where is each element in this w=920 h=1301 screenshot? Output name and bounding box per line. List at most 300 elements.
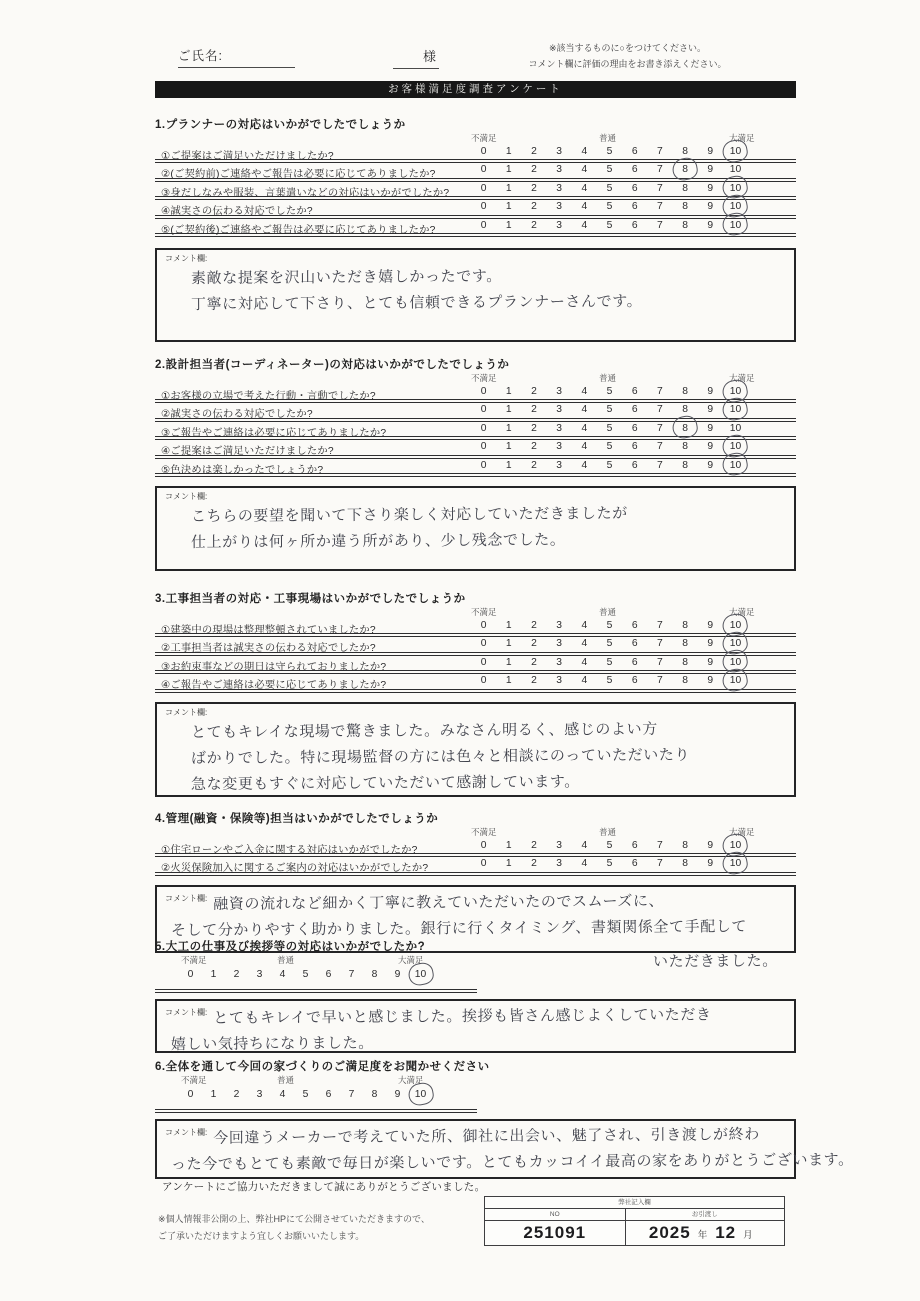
scale-number: 7 bbox=[657, 675, 663, 687]
scale-number: 8 bbox=[682, 201, 688, 213]
scale-number: 4 bbox=[581, 422, 588, 434]
scale-number: 4 bbox=[581, 182, 588, 194]
scale-number: 9 bbox=[707, 840, 714, 851]
scale-number: 0 bbox=[187, 969, 194, 980]
scale-number: 9 bbox=[707, 441, 714, 453]
handwritten-comment-line: 今回違うメーカーで考えていた所、御社に出会い、魅了され、引き渡しが終わ bbox=[213, 1126, 760, 1147]
scale-number: 8 bbox=[682, 182, 688, 194]
scale-number: 1 bbox=[505, 201, 512, 213]
scale-number-circled: 10 bbox=[723, 146, 748, 157]
scale-number: 6 bbox=[631, 164, 638, 176]
question-label: ②工事担当者は誠実さの伝わる対応でしたか? bbox=[161, 643, 376, 655]
scale-number-circled: 10 bbox=[723, 441, 748, 452]
scale-labels bbox=[155, 954, 796, 967]
scale-number: 4 bbox=[581, 146, 588, 157]
scale-number: 3 bbox=[256, 1089, 263, 1100]
rating-row bbox=[155, 145, 796, 163]
rating-row bbox=[155, 839, 796, 857]
scale-number: 5 bbox=[606, 840, 613, 851]
scale-numbers bbox=[471, 657, 748, 668]
scale-number: 6 bbox=[631, 620, 638, 631]
scale-label-mid: 普通 bbox=[599, 607, 617, 617]
rating-row bbox=[155, 969, 796, 986]
scale-number: 4 bbox=[279, 1089, 286, 1100]
scale-number-circled: 10 bbox=[723, 620, 748, 631]
section-title: 2.設計担当者(コーディネーター)の対応はいかがでしたでしょうか bbox=[155, 359, 510, 371]
comment-label: コメント欄: bbox=[165, 1008, 208, 1017]
handwritten-comment-line: 丁寧に対応して下さり、とても信頼できるプランナーさんです。 bbox=[190, 293, 643, 314]
survey-section-1 bbox=[155, 116, 796, 342]
scale-number: 8 bbox=[682, 459, 688, 471]
question-label: ①お客様の立場で考えた行動・言動でしたか? bbox=[161, 391, 376, 402]
instruction-line: コメント欄に評価の理由をお書き添えください。 bbox=[528, 58, 727, 69]
survey-section-5 bbox=[155, 938, 796, 1053]
scale-labels bbox=[155, 132, 796, 145]
scale-number: 7 bbox=[657, 422, 663, 434]
scale-underline bbox=[155, 989, 477, 993]
section-title: 6.全体を通して今回の家づくりのご満足度をお聞かせください bbox=[155, 1061, 490, 1073]
question-label: ②(ご契約前)ご連絡やご報告は必要に応じてありましたか? bbox=[161, 169, 436, 181]
rating-row bbox=[155, 219, 796, 237]
scale-number: 0 bbox=[480, 638, 487, 650]
scale-number: 1 bbox=[505, 675, 512, 687]
scale-number: 0 bbox=[480, 146, 487, 157]
scale-number: 7 bbox=[348, 969, 355, 980]
thanks-note: アンケートにご協力いただきまして誠にありがとうございました。 bbox=[162, 1181, 486, 1193]
scale-numbers bbox=[471, 423, 748, 434]
scale-number: 2 bbox=[531, 675, 537, 687]
scale-number-circled: 10 bbox=[723, 675, 748, 686]
handwritten-comment-line: った今でもとても素敵で毎日が楽しいです。とてもカッコイイ最高の家をありがとうございます。 bbox=[170, 1151, 854, 1174]
scale-number: 9 bbox=[707, 656, 714, 668]
scale-number: 0 bbox=[480, 840, 487, 851]
question-label: ④ご提案はご満足いただけましたか? bbox=[161, 446, 334, 458]
scale-number: 4 bbox=[581, 404, 588, 416]
scale-number-circled: 10 bbox=[723, 840, 748, 851]
rating-row bbox=[155, 459, 796, 477]
scale-number-circled: 10 bbox=[723, 201, 748, 212]
scale-number: 9 bbox=[707, 638, 714, 650]
rating-row bbox=[155, 440, 796, 458]
scale-number: 10 bbox=[729, 422, 742, 434]
scale-number: 2 bbox=[531, 840, 537, 851]
scale-label-mid: 普通 bbox=[599, 373, 617, 383]
scale-number: 6 bbox=[631, 441, 638, 453]
scale-number: 3 bbox=[556, 422, 563, 434]
scale-number: 5 bbox=[606, 656, 613, 668]
scale-number: 8 bbox=[371, 969, 378, 980]
scale-number: 0 bbox=[480, 404, 487, 416]
scale-numbers bbox=[471, 404, 748, 415]
rating-row bbox=[155, 200, 796, 218]
section-title: 1.プランナーの対応はいかがでしたでしょうか bbox=[155, 119, 406, 131]
scale-number: 4 bbox=[581, 638, 588, 650]
scale-number-circled: 10 bbox=[723, 657, 748, 668]
scale-number: 2 bbox=[531, 656, 537, 668]
scale-labels bbox=[155, 1074, 796, 1087]
scale-number: 3 bbox=[556, 201, 563, 213]
scale-number: 3 bbox=[556, 459, 563, 471]
scale-number: 7 bbox=[657, 201, 663, 213]
handwritten-comment-line: こちらの要望を聞いて下さり楽しく対応していただきましたが bbox=[190, 504, 628, 526]
scale-number: 5 bbox=[606, 182, 613, 194]
scale-label-high: 大満足 bbox=[729, 373, 755, 383]
scale-number: 10 bbox=[729, 164, 742, 176]
comment-label: コメント欄: bbox=[165, 1128, 208, 1137]
scale-numbers bbox=[471, 858, 748, 869]
scale-number: 7 bbox=[657, 219, 663, 231]
scale-number: 3 bbox=[556, 164, 563, 176]
comment-box bbox=[155, 248, 796, 342]
question-label: ③身だしなみや服装、言葉遣いなどの対応はいかがでしたか? bbox=[161, 187, 450, 199]
scale-number: 6 bbox=[631, 675, 638, 687]
scale-number: 8 bbox=[682, 404, 688, 416]
scale-number: 0 bbox=[480, 656, 487, 668]
instruction-line: ※該当するものに○をつけてください。 bbox=[549, 43, 706, 53]
office-box-month-unit: 月 bbox=[743, 1230, 754, 1241]
scale-number: 2 bbox=[531, 386, 537, 397]
handwritten-comment-line: ばかりでした。特に現場監督の方には色々と相談にのっていただいたり bbox=[190, 746, 691, 767]
scale-number: 1 bbox=[505, 386, 512, 397]
scale-number: 9 bbox=[707, 675, 714, 687]
scale-number: 6 bbox=[631, 404, 638, 416]
handwritten-comment-line: とてもキレイな現場で驚きました。みなさん明るく、感じのよい方 bbox=[190, 720, 658, 741]
comment-box bbox=[155, 486, 796, 571]
handwritten-comment-line: 嬉しい気持ちになりました。 bbox=[170, 1034, 374, 1054]
comment-box bbox=[155, 1119, 854, 1179]
scale-number: 0 bbox=[480, 219, 487, 231]
scale-number: 3 bbox=[556, 840, 563, 851]
office-box-no-value: 251091 bbox=[523, 1223, 587, 1242]
scale-number: 0 bbox=[480, 858, 487, 870]
scale-number: 5 bbox=[302, 969, 309, 980]
scale-number-circled: 10 bbox=[723, 858, 748, 869]
scale-number: 4 bbox=[581, 386, 588, 397]
survey-section-6 bbox=[155, 1058, 854, 1179]
scale-label-mid: 普通 bbox=[599, 133, 617, 143]
scale-number: 8 bbox=[682, 638, 688, 650]
scale-number: 1 bbox=[505, 858, 512, 870]
scale-label-low: 不満足 bbox=[471, 827, 497, 837]
scale-number: 2 bbox=[531, 219, 537, 231]
scale-number: 2 bbox=[531, 638, 537, 650]
scale-label-low: 不満足 bbox=[181, 955, 207, 965]
scale-number: 4 bbox=[581, 459, 588, 471]
office-box-year-unit: 年 bbox=[697, 1230, 709, 1241]
scale-number: 0 bbox=[480, 386, 487, 397]
scale-number: 3 bbox=[556, 386, 563, 397]
scale-label-low: 不満足 bbox=[471, 133, 497, 143]
scale-numbers bbox=[471, 638, 748, 649]
scale-number: 5 bbox=[606, 404, 613, 416]
section-title: 5.大工の仕事及び挨拶等の対応はいかがでしたか? bbox=[155, 941, 426, 953]
scale-number: 6 bbox=[325, 969, 332, 980]
scale-number: 2 bbox=[531, 404, 537, 416]
scale-number: 5 bbox=[606, 638, 613, 650]
handwritten-comment-line: 急な変更もすぐに対応していただいて感謝しています。 bbox=[190, 773, 580, 794]
scale-number: 0 bbox=[187, 1089, 194, 1100]
scale-number: 1 bbox=[505, 459, 512, 471]
scale-number: 5 bbox=[606, 422, 613, 434]
scale-number: 9 bbox=[394, 1089, 401, 1100]
scale-number: 9 bbox=[707, 858, 714, 870]
scale-number-circled: 8 bbox=[673, 164, 698, 175]
handwritten-comment-line: 融資の流れなど細かく丁寧に教えていただいたのでスムーズに、 bbox=[213, 892, 665, 913]
scale-number: 7 bbox=[657, 858, 663, 870]
scale-number-circled: 10 bbox=[723, 183, 748, 194]
question-label: ③ご報告やご連絡は必要に応じてありましたか? bbox=[161, 427, 387, 439]
scale-number: 4 bbox=[581, 441, 588, 453]
scale-number: 0 bbox=[480, 675, 487, 687]
scale-number: 5 bbox=[606, 620, 613, 631]
scale-number: 6 bbox=[631, 219, 638, 231]
office-box-no-column bbox=[485, 1209, 626, 1245]
office-box-no-label: NO bbox=[485, 1209, 625, 1221]
scale-label-mid: 普通 bbox=[277, 955, 295, 965]
question-label: ④誠実さの伝わる対応でしたか? bbox=[161, 206, 313, 218]
scale-number: 4 bbox=[279, 969, 286, 980]
scale-labels bbox=[155, 372, 796, 385]
scale-label-high: 大満足 bbox=[729, 827, 755, 837]
question-label: ④ご報告やご連絡は必要に応じてありましたか? bbox=[161, 680, 387, 692]
scale-label-high: 大満足 bbox=[729, 133, 755, 143]
scale-numbers bbox=[179, 1089, 796, 1100]
comment-label: コメント欄: bbox=[165, 707, 208, 717]
scale-number: 1 bbox=[505, 404, 512, 416]
scale-number: 9 bbox=[707, 182, 714, 194]
scale-number: 9 bbox=[707, 422, 714, 434]
scale-number: 6 bbox=[631, 858, 638, 870]
scale-number: 0 bbox=[480, 620, 487, 631]
rating-row bbox=[155, 857, 796, 875]
office-box-month: 12 bbox=[715, 1223, 737, 1242]
scale-label-high: 大満足 bbox=[398, 955, 424, 965]
scale-number: 0 bbox=[480, 422, 487, 434]
scale-number: 7 bbox=[348, 1089, 355, 1100]
scale-number: 4 bbox=[581, 840, 588, 851]
scale-labels bbox=[155, 606, 796, 619]
scale-number: 7 bbox=[657, 620, 663, 631]
scale-number: 1 bbox=[505, 656, 512, 668]
scale-number-circled: 10 bbox=[723, 386, 748, 397]
scale-number: 5 bbox=[606, 858, 613, 870]
scale-number: 3 bbox=[556, 638, 563, 650]
comment-label: コメント欄: bbox=[165, 893, 208, 903]
scale-label-high: 大満足 bbox=[729, 607, 755, 617]
rating-row bbox=[155, 403, 796, 421]
scale-number-circled: 10 bbox=[409, 969, 432, 980]
scale-number: 6 bbox=[631, 182, 638, 194]
question-label: ①建築中の現場は整理整頓されていましたか? bbox=[161, 625, 376, 636]
scale-number: 0 bbox=[480, 201, 487, 213]
scale-number: 9 bbox=[707, 459, 714, 471]
scale-number: 7 bbox=[657, 656, 663, 668]
rating-row bbox=[155, 182, 796, 200]
scale-number: 5 bbox=[606, 164, 613, 176]
scale-numbers bbox=[471, 840, 748, 851]
scale-number-circled: 10 bbox=[723, 220, 748, 231]
scale-number: 1 bbox=[210, 969, 217, 980]
question-label: ⑤(ご契約後)ご連絡やご報告は必要に応じてありましたか? bbox=[161, 224, 436, 236]
scale-number: 7 bbox=[657, 182, 663, 194]
scale-number: 8 bbox=[682, 675, 688, 687]
scale-label-low: 不満足 bbox=[471, 373, 497, 383]
scale-number: 1 bbox=[505, 146, 512, 157]
scale-number: 1 bbox=[505, 638, 512, 650]
rating-row bbox=[155, 385, 796, 403]
scale-number: 3 bbox=[556, 182, 563, 194]
question-label: ①ご提案はご満足いただけましたか? bbox=[161, 151, 334, 162]
scale-number: 1 bbox=[505, 620, 512, 631]
scale-label-high: 大満足 bbox=[398, 1075, 424, 1085]
scale-number: 8 bbox=[682, 656, 688, 668]
section-title: 4.管理(融資・保険等)担当はいかがでしたでしょうか bbox=[155, 813, 439, 825]
question-label: ②火災保険加入に関するご案内の対応はいかがでしたか? bbox=[161, 863, 429, 875]
scale-number: 9 bbox=[707, 620, 714, 631]
name-field-label: ご氏名: bbox=[178, 46, 295, 68]
scale-number: 6 bbox=[631, 386, 638, 397]
scale-numbers bbox=[471, 620, 748, 631]
comment-box bbox=[155, 999, 796, 1053]
scale-number: 5 bbox=[606, 219, 613, 231]
scale-number: 2 bbox=[531, 459, 537, 471]
rating-row bbox=[155, 656, 796, 674]
scale-label-mid: 普通 bbox=[277, 1075, 295, 1085]
scale-number: 3 bbox=[556, 858, 563, 870]
scale-number: 7 bbox=[657, 638, 663, 650]
scale-number: 5 bbox=[606, 675, 613, 687]
handwritten-comment-line: 素敵な提案を沢山いただき嬉しかったです。 bbox=[190, 267, 502, 288]
question-label: ③お約束事などの期日は守られておりましたか? bbox=[161, 661, 387, 673]
scale-number: 3 bbox=[556, 656, 563, 668]
scale-number-circled: 10 bbox=[409, 1089, 432, 1100]
office-use-box bbox=[484, 1196, 785, 1246]
scale-number: 5 bbox=[606, 386, 613, 397]
question-label: ②誠実さの伝わる対応でしたか? bbox=[161, 409, 313, 421]
scale-number: 5 bbox=[606, 146, 613, 157]
scale-numbers bbox=[179, 969, 796, 980]
scale-number: 3 bbox=[556, 146, 563, 157]
scale-number: 8 bbox=[682, 219, 688, 231]
scale-number: 2 bbox=[233, 969, 240, 980]
question-label: ⑤色決めは楽しかったでしょうか? bbox=[161, 464, 324, 476]
scale-number: 1 bbox=[505, 441, 512, 453]
scale-number: 9 bbox=[707, 404, 714, 416]
scale-number-circled: 10 bbox=[723, 638, 748, 649]
office-box-date-value bbox=[626, 1221, 784, 1245]
survey-section-3 bbox=[155, 590, 796, 797]
form-title: お客様満足度調査アンケート bbox=[155, 81, 796, 98]
fill-instructions bbox=[510, 41, 745, 73]
office-box-year: 2025 bbox=[648, 1223, 691, 1242]
rating-row bbox=[155, 674, 796, 692]
scale-number: 3 bbox=[556, 675, 563, 687]
scale-label-mid: 普通 bbox=[599, 827, 617, 837]
scale-number-circled: 10 bbox=[723, 404, 748, 415]
rating-row bbox=[155, 637, 796, 655]
scale-number: 9 bbox=[707, 219, 714, 231]
scale-number: 2 bbox=[531, 858, 537, 870]
scale-number: 3 bbox=[556, 404, 563, 416]
scale-numbers bbox=[471, 441, 748, 452]
scale-numbers bbox=[471, 146, 748, 157]
scale-number: 9 bbox=[707, 164, 714, 176]
handwritten-comment-line: そして分かりやすく助かりました。銀行に行くタイミング、書類関係全て手配して bbox=[170, 918, 748, 940]
scale-number: 2 bbox=[531, 164, 537, 176]
scale-numbers bbox=[471, 164, 748, 175]
scale-number-circled: 8 bbox=[673, 423, 698, 434]
scale-number: 6 bbox=[631, 840, 638, 851]
scale-number: 4 bbox=[581, 656, 588, 668]
scale-number-circled: 10 bbox=[723, 460, 748, 471]
scale-labels bbox=[155, 826, 796, 839]
handwritten-comment-line: とてもキレイで早いと感じました。挨拶も皆さん感じよくしていただき bbox=[213, 1006, 712, 1027]
handwritten-comment-line: 仕上がりは何ヶ所か違う所があり、少し残念でした。 bbox=[190, 531, 566, 552]
comment-label: コメント欄: bbox=[165, 491, 208, 501]
scale-label-low: 不満足 bbox=[471, 607, 497, 617]
scale-number: 2 bbox=[531, 201, 537, 213]
scale-number: 2 bbox=[531, 422, 537, 434]
scale-number: 8 bbox=[682, 858, 688, 870]
comment-label: コメント欄: bbox=[165, 253, 208, 263]
scale-number: 4 bbox=[581, 201, 588, 213]
scale-number: 1 bbox=[505, 182, 512, 194]
scale-number: 8 bbox=[682, 840, 688, 851]
scale-number: 7 bbox=[657, 840, 663, 851]
office-box-header: 弊社記入欄 bbox=[485, 1197, 784, 1209]
scale-number: 3 bbox=[256, 969, 263, 980]
scale-number: 5 bbox=[606, 459, 613, 471]
scale-number: 2 bbox=[531, 620, 537, 631]
scale-number: 4 bbox=[581, 620, 588, 631]
scale-numbers bbox=[471, 460, 748, 471]
rating-row bbox=[155, 1089, 796, 1106]
scale-numbers bbox=[471, 201, 748, 212]
scale-number: 0 bbox=[480, 164, 487, 176]
scale-number: 6 bbox=[631, 422, 638, 434]
scale-number: 8 bbox=[682, 441, 688, 453]
scale-number: 7 bbox=[657, 146, 663, 157]
privacy-line: ※個人情報非公開の上、弊社HPにて公開させていただきますので、 bbox=[158, 1214, 430, 1224]
scale-number: 1 bbox=[505, 840, 512, 851]
scale-number: 9 bbox=[707, 201, 714, 213]
scale-number: 4 bbox=[581, 164, 588, 176]
privacy-note bbox=[158, 1211, 430, 1245]
rating-row bbox=[155, 422, 796, 440]
scale-number: 7 bbox=[657, 459, 663, 471]
scale-number: 8 bbox=[682, 386, 688, 397]
scale-number: 2 bbox=[531, 182, 537, 194]
scale-number: 8 bbox=[682, 146, 688, 157]
scale-underline bbox=[155, 1109, 477, 1113]
scale-number: 2 bbox=[233, 1089, 240, 1100]
scale-number: 5 bbox=[606, 441, 613, 453]
scale-number: 1 bbox=[505, 422, 512, 434]
scale-number: 4 bbox=[581, 858, 588, 870]
office-box-date-label: お引渡し bbox=[626, 1209, 784, 1221]
survey-section-2 bbox=[155, 356, 796, 571]
scale-number: 7 bbox=[657, 441, 663, 453]
scale-number: 3 bbox=[556, 620, 563, 631]
scale-number: 9 bbox=[707, 146, 714, 157]
scale-number: 7 bbox=[657, 164, 663, 176]
scale-number: 5 bbox=[302, 1089, 309, 1100]
scale-numbers bbox=[471, 675, 748, 686]
scale-number: 6 bbox=[325, 1089, 332, 1100]
scale-number: 6 bbox=[631, 201, 638, 213]
scale-number: 6 bbox=[631, 638, 638, 650]
scale-number: 5 bbox=[606, 201, 613, 213]
